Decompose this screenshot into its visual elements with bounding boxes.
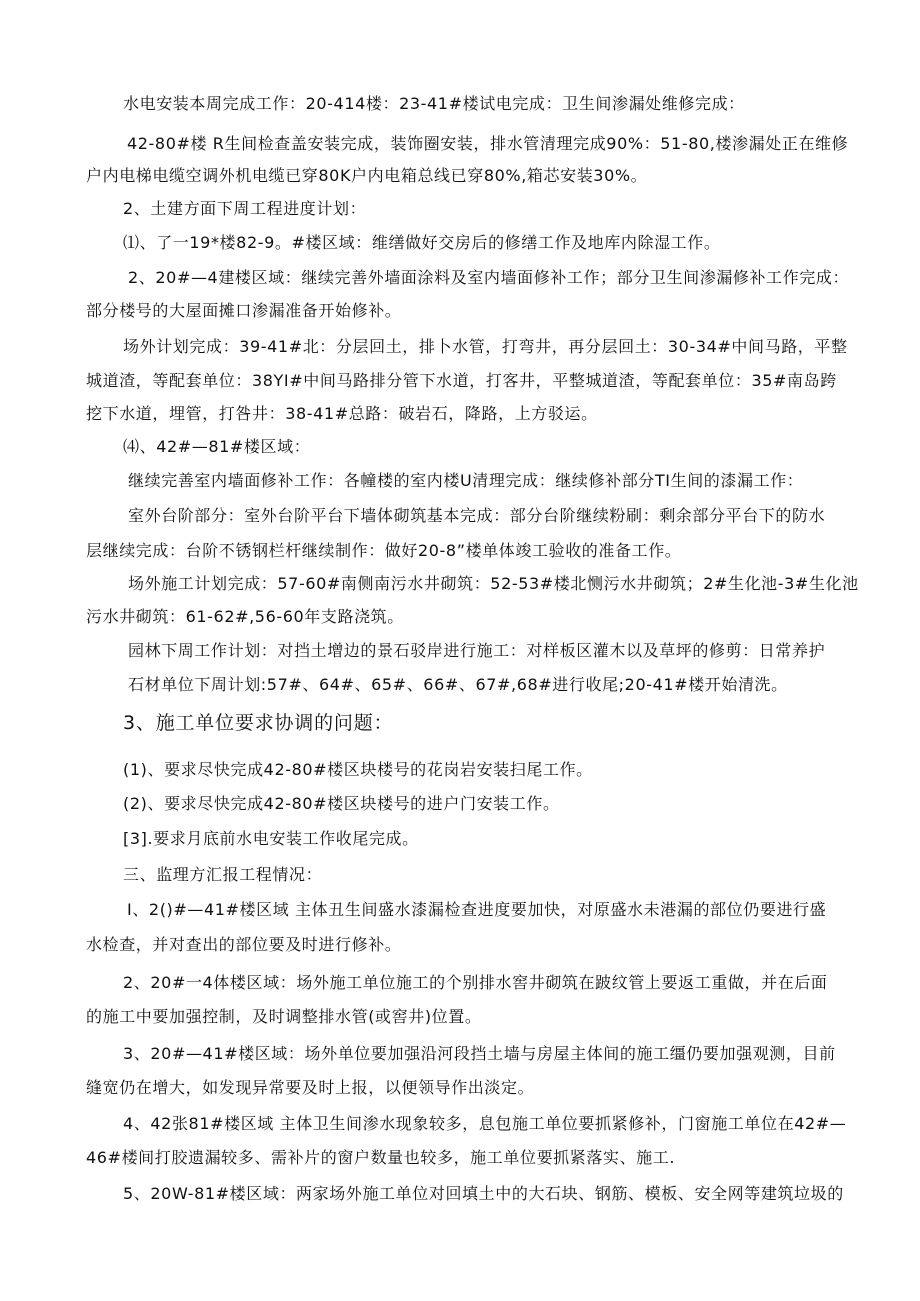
- text-line: 缝宽仍在增大，如发现异常要及时上报，以便领导作出淡定。: [86, 1078, 535, 1097]
- text-line: [3].要求月底前水电安装工作收尾完成。: [123, 829, 419, 848]
- text-line: 水电安装本周完成工作：20-414楼：23-41#楼试电完成：卫生间渗漏处维修完成：: [123, 94, 745, 113]
- text-line: ⑴、了一19*楼82-9。#楼区域：维缮做好交房后的修缮工作及地库内除湿工作。: [123, 233, 721, 252]
- text-line: 3、20#—41#楼区域：场外单位要加强沿河段挡土墙与房屋主体间的施工缰仍要加强观测，目前: [123, 1044, 836, 1063]
- text-line: 场外计划完成：39-41#北：分层回土，排卜水管，打弯井，再分层回土：30-34#中间马路，平整: [123, 337, 848, 356]
- text-line: 4、42张81#楼区域 主体卫生间渗水现象较多，息包施工单位要抓紧修补，门窗施工单位在42#—: [123, 1114, 847, 1133]
- text-line: 场外施工计划完成：57-60#南侧南污水井砌筑：52-53#楼北恻污水井砌筑；2#生化池-3#生化池: [128, 574, 859, 593]
- text-line: 污水井砌筑：61-62#,56-60年支路浇筑。: [86, 607, 404, 626]
- text-line: 园林下周工作计划：对挡土增边的景石驳岸进行施工：对样板区灌木以及草坪的修剪：日常养护: [128, 641, 826, 660]
- text-line: 继续完善室内墙面修补工作：各幢楼的室内楼U清理完成：继续修补部分TI生间的漆漏工作：: [128, 471, 804, 490]
- text-line: 室外台阶部分：室外台阶平台下墙体砌筑基本完成：部分台阶继续粉刷：剩余部分平台下的防水: [128, 506, 826, 525]
- text-line: 石材单位下周计划:57#、64#、65#、66#、67#,68#进行收尾;20-41#楼开始清洗。: [128, 675, 788, 694]
- text-line: 层继续完成：台阶不锈钢栏杆继续制作：做好20-8”楼单体竣工验收的准备工作。: [86, 541, 682, 560]
- text-line: ⑷、42#—81#楼区域：: [123, 437, 311, 456]
- text-line: 2、20#—4建楼区域：继续完善外墙面涂料及室内墙面修补工作；部分卫生间渗漏修补工作完成：: [128, 268, 850, 287]
- section-heading: 3、施工单位要求协调的问题：: [123, 712, 394, 734]
- text-line: 46#楼间打胶遗漏较多、需补片的窗户数量也较多，施工单位要抓紧落实、施工.: [86, 1148, 676, 1167]
- text-line: (2)、要求尽快完成42-80#楼区块楼号的进户门安装工作。: [123, 794, 560, 813]
- text-line: 部分楼号的大屋面摊口渗漏准备开始修补。: [86, 301, 402, 320]
- text-line: I、2()#—41#楼区域 主体丑生间盛水漆漏检查进度要加快，对原盛水未港漏的部位仍要进行盛: [127, 900, 827, 919]
- text-line: 2、20#一4体楼区域：场外施工单位施工的个别排水窖井砌筑在跛纹管上要返工重做，并在后面: [123, 973, 828, 992]
- text-line: 42-80#楼 R生间检查盖安装完成，装饰圈安装，排水管清理完成90%：51-80,楼渗漏处正在维修: [127, 134, 849, 153]
- text-line: 水检查，并对查出的部位要及时进行修补。: [86, 935, 402, 954]
- text-line: 的施工中要加强控制，及时调整排水管(或窖井)位置。: [86, 1007, 482, 1026]
- section-heading: 三、监理方汇报工程情况：: [123, 865, 323, 884]
- text-line: (1)、要求尽快完成42-80#楼区块楼号的花岗岩安装扫尾工作。: [123, 760, 593, 779]
- text-line: 5、20W-81#楼区域：两家场外施工单位对回填土中的大石块、钢筋、模板、安全网等建筑垃圾的: [123, 1184, 844, 1203]
- text-line: 2、土建方面下周工程进度计划：: [123, 199, 367, 218]
- text-line: 挖下水道，埋管，打咎井：38-41#总路：破岩石，降路，上方驳运。: [86, 404, 598, 423]
- text-line: 户内电梯电缆空调外机电缆已穿80K户内电箱总线已穿80%,箱芯安装30%。: [86, 166, 648, 185]
- text-line: 城道渣，等配套单位：38YI#中间马路排分管下水道，打客井，平整城道渣，等配套单位：35#南岛跨: [86, 371, 837, 390]
